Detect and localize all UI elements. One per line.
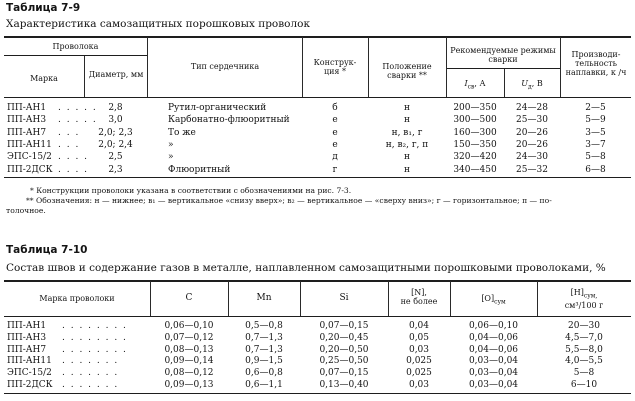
cell-core-type: Флюоритный — [168, 164, 231, 175]
header-o: $[O]_{сум}$ — [481, 294, 506, 306]
cell-brand: ЭПС-15/2 — [7, 152, 52, 163]
cell-h: 5,5—8,0 — [565, 344, 603, 355]
cell-si: 0,20—0,50 — [319, 344, 369, 355]
cell-position: н — [404, 152, 410, 163]
header-c: C — [185, 293, 193, 303]
cell-mn: 0,6—0,8 — [245, 368, 283, 379]
table-bottom-rule — [4, 177, 631, 178]
cell-leader-dots: . . . . . — [58, 103, 98, 113]
cell-diameter: 2,0; 2,4 — [98, 139, 133, 150]
cell-brand: ПП-АН11 — [7, 139, 52, 150]
header-welding-position: Положение сварки ** — [382, 62, 432, 80]
cell-mn: 0,7—1,3 — [245, 344, 283, 355]
cell-voltage: 25—32 — [516, 164, 548, 175]
cell-diameter: 2,0; 2,3 — [98, 127, 133, 138]
header-divider — [302, 37, 303, 97]
cell-current: 320—420 — [453, 152, 497, 163]
header-bottom-rule — [4, 97, 631, 98]
header-n: [N], не более — [400, 288, 438, 306]
cell-diameter: 2,8 — [108, 103, 123, 113]
table-label: Таблица 7-9 — [6, 2, 81, 14]
cell-si: 0,20—0,45 — [319, 332, 369, 343]
cell-construction: е — [332, 127, 338, 138]
wire-group-rule — [4, 55, 147, 56]
cell-leader-dots: . . . . . . . . — [62, 321, 128, 331]
cell-n: 0,03 — [408, 380, 430, 390]
cell-h: 5—8 — [573, 368, 595, 379]
header-divider — [368, 37, 369, 97]
cell-brand: ПП-АН11 — [7, 356, 52, 367]
cell-current: 300—500 — [453, 115, 497, 126]
cell-leader-dots: . . . . . . . — [62, 380, 119, 390]
cell-brand: ПП-2ДСК — [7, 380, 53, 390]
cell-core-type: » — [168, 139, 174, 150]
cell-core-type: То же — [168, 127, 196, 138]
table-top-rule — [4, 36, 631, 38]
cell-o: 0,03—0,04 — [468, 356, 519, 367]
cell-c: 0,09—0,14 — [164, 356, 214, 367]
header-brand: Марка — [30, 74, 58, 83]
cell-o: 0,03—0,04 — [468, 380, 519, 390]
cell-si: 0,07—0,15 — [319, 321, 369, 331]
cell-position: н — [404, 103, 410, 113]
cell-n: 0,05 — [408, 332, 430, 343]
cell-mn: 0,9—1,5 — [245, 356, 283, 367]
cell-mn: 0,7—1,3 — [245, 332, 283, 343]
header-current: $I_{св}$, А — [464, 79, 486, 91]
cell-diameter: 2,5 — [108, 152, 123, 163]
cell-position: н, в₂, г, п — [385, 139, 429, 150]
table-caption: Состав швов и содержание газов в металле, наплавленном самозащитными порошковыми проволоками, % — [6, 262, 606, 274]
cell-h: 20—30 — [568, 321, 600, 331]
cell-position: н — [404, 164, 410, 175]
cell-mn: 0,6—1,1 — [245, 380, 283, 390]
cell-diameter: 3,0 — [108, 115, 123, 126]
cell-brand: ЭПС-15/2 — [7, 368, 52, 379]
header-productivity: Производи-тельность наплавки, к /ч — [565, 50, 627, 77]
cell-h: 4,5—7,0 — [565, 332, 603, 343]
cell-c: 0,07—0,12 — [164, 332, 214, 343]
cell-leader-dots: . . . . — [58, 152, 89, 163]
header-bottom-rule — [4, 316, 631, 317]
cell-o: 0,03—0,04 — [468, 368, 519, 379]
cell-o: 0,04—0,06 — [468, 332, 519, 343]
cell-core-type: Карбонатно-флюоритный — [168, 115, 290, 126]
header-brand: Марка проволоки — [39, 294, 115, 303]
header-modes: Рекомендуемые режимы сварки — [450, 46, 556, 64]
cell-construction: е — [332, 115, 338, 126]
cell-productivity: 3—7 — [585, 139, 606, 150]
cell-current: 340—450 — [453, 164, 497, 175]
cell-current: 200—350 — [453, 103, 497, 113]
cell-productivity: 2—5 — [585, 103, 606, 113]
cell-h: 6—10 — [570, 380, 598, 390]
cell-brand: ПП-АН7 — [7, 127, 47, 138]
footnote: толочное. — [6, 206, 46, 215]
cell-leader-dots: . . . — [58, 139, 80, 150]
header-divider — [84, 56, 85, 97]
cell-core-type: Рутил-органический — [168, 103, 267, 113]
cell-brand: ПП-2ДСК — [7, 164, 53, 175]
cell-leader-dots: . . . . . . . — [62, 356, 119, 367]
cell-c: 0,09—0,13 — [164, 380, 214, 390]
cell-n: 0,04 — [408, 321, 430, 331]
header-divider — [560, 37, 561, 97]
table-bottom-rule — [4, 393, 631, 394]
cell-si: 0,25—0,50 — [319, 356, 369, 367]
header-wire: Проволока — [52, 42, 99, 51]
cell-leader-dots: . . . . . . . . — [62, 344, 128, 355]
cell-construction: е — [332, 139, 338, 150]
header-construction: Конструк-ция * — [313, 58, 357, 76]
cell-n: 0,03 — [408, 344, 430, 355]
header-core-type: Тип сердечника — [190, 62, 260, 71]
cell-productivity: 5—9 — [585, 115, 606, 126]
cell-o: 0,04—0,06 — [468, 344, 519, 355]
header-voltage: $U_д$, В — [521, 79, 543, 91]
cell-leader-dots: . . . . — [58, 164, 89, 175]
cell-brand: ПП-АН7 — [7, 344, 47, 355]
cell-productivity: 6—8 — [585, 164, 606, 175]
cell-position: н, в₁, г — [391, 127, 423, 138]
cell-brand: ПП-АН3 — [7, 332, 47, 343]
header-diameter: Диаметр, мм — [88, 70, 144, 79]
cell-c: 0,06—0,10 — [164, 321, 214, 331]
footnote: ** Обозначения: н — нижнее; в₁ — вертикальное «снизу вверх»; в₂ — вертикальное — «сверху вниз»; г — горизонтальное; п — по- — [26, 196, 552, 205]
header-si: Si — [339, 293, 349, 303]
cell-brand: ПП-АН3 — [7, 115, 47, 126]
cell-voltage: 20—26 — [516, 139, 548, 150]
cell-position: н — [404, 115, 410, 126]
cell-current: 160—300 — [453, 127, 497, 138]
cell-construction: б — [332, 103, 338, 113]
cell-diameter: 2,3 — [108, 164, 123, 175]
cell-construction: г — [332, 164, 338, 175]
cell-voltage: 25—30 — [516, 115, 548, 126]
header-mn: Mn — [256, 293, 272, 303]
modes-group-rule — [446, 68, 560, 69]
cell-brand: ПП-АН1 — [7, 103, 47, 113]
table-caption: Характеристика самозащитных порошковых проволок — [6, 18, 311, 30]
cell-productivity: 5—8 — [585, 152, 606, 163]
cell-voltage: 20—26 — [516, 127, 548, 138]
cell-n: 0,025 — [406, 368, 432, 379]
cell-si: 0,07—0,15 — [319, 368, 369, 379]
cell-leader-dots: . . . — [58, 127, 80, 138]
cell-brand: ПП-АН1 — [7, 321, 47, 331]
header-h: $[H]_{сум,}$ см³/100 г — [564, 288, 604, 310]
cell-voltage: 24—30 — [516, 152, 548, 163]
cell-voltage: 24—28 — [516, 103, 548, 113]
cell-construction: д — [332, 152, 338, 163]
cell-core-type: » — [168, 152, 174, 163]
table-label: Таблица 7-10 — [6, 244, 88, 256]
cell-current: 150—350 — [453, 139, 497, 150]
cell-mn: 0,5—0,8 — [245, 321, 283, 331]
cell-c: 0,08—0,13 — [164, 344, 214, 355]
cell-h: 4,0—5,5 — [565, 356, 603, 367]
footnote: * Конструкции проволоки указана в соответствии с обозначениями на рис. 7-3. — [30, 186, 352, 195]
cell-n: 0,025 — [406, 356, 432, 367]
cell-leader-dots: . . . . . . . — [62, 368, 119, 379]
cell-productivity: 3—5 — [585, 127, 606, 138]
cell-leader-dots: . . . . . — [58, 115, 98, 126]
cell-leader-dots: . . . . . . . . — [62, 332, 128, 343]
cell-c: 0,08—0,12 — [164, 368, 214, 379]
cell-si: 0,13—0,40 — [319, 380, 369, 390]
cell-o: 0,06—0,10 — [468, 321, 519, 331]
